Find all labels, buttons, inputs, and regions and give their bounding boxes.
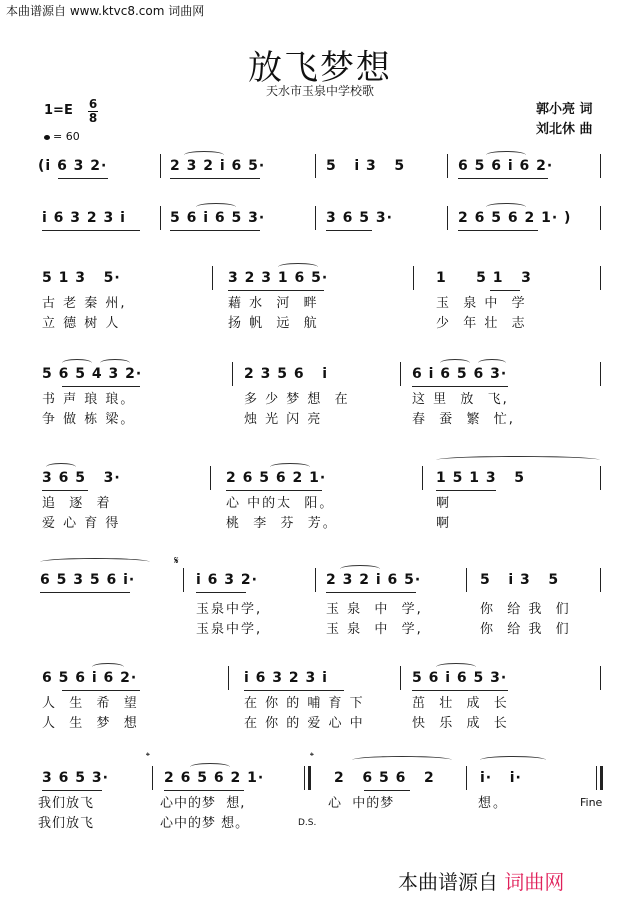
underline <box>164 790 244 791</box>
song-title: 放飞梦想 <box>248 48 392 88</box>
lyric: 心 中的太 阳。 <box>226 496 335 511</box>
lyric: 心 中的梦 <box>328 796 395 811</box>
barline <box>228 666 229 690</box>
barline <box>600 362 601 386</box>
measure: 3 6 5 3· <box>326 210 393 226</box>
barline <box>400 666 401 690</box>
underline <box>42 230 140 231</box>
coda-icon: 𝄌 <box>146 750 150 763</box>
underline <box>40 592 130 593</box>
segno-icon: 𝄋 <box>174 554 179 567</box>
lyricist-credit: 郭小亮 词 <box>536 102 593 117</box>
measure: i· i· <box>480 770 522 786</box>
slur <box>184 151 224 159</box>
lyric: 书 声 琅 琅。 <box>42 392 136 407</box>
underline <box>42 790 102 791</box>
barline <box>422 466 423 490</box>
lyric: 春 蚕 繁 忙, <box>412 412 515 427</box>
underline <box>364 790 410 791</box>
barline <box>232 362 233 386</box>
barline <box>210 466 211 490</box>
slur <box>436 456 600 464</box>
composer-credit: 刘北休 曲 <box>536 122 593 137</box>
barline <box>447 206 448 230</box>
measure: 2 3 5 6 i <box>244 366 329 382</box>
underline <box>62 690 140 691</box>
lyric: 你 给 我 们 <box>480 602 571 617</box>
watermark-bottom-text: 本曲谱源自 <box>398 870 498 894</box>
underline <box>458 230 538 231</box>
lyric: 玉 泉 中 学, <box>326 602 423 617</box>
slur <box>196 203 236 211</box>
time-bottom: 8 <box>88 111 98 125</box>
barline <box>315 206 316 230</box>
barline <box>600 568 601 592</box>
lyric: 想。 <box>478 796 509 811</box>
underline <box>228 290 324 291</box>
double-barline <box>304 766 311 790</box>
measure: 3 2 3 1 6 5· <box>228 270 329 286</box>
lyric: 追 逐 着 <box>42 496 112 511</box>
measure: 2 3 2 i 6 5· <box>170 158 266 174</box>
tempo-marking <box>44 130 80 143</box>
slur <box>46 463 76 471</box>
measure: i 6 3 2· <box>196 572 258 588</box>
lyric: 在 你 的 哺 育 下 <box>244 696 365 711</box>
key-signature: 1=E <box>44 103 73 118</box>
measure: 2 6 5 6 2 1· ) <box>458 210 572 226</box>
underline <box>196 592 246 593</box>
underline <box>458 178 548 179</box>
slur <box>278 263 318 271</box>
underline <box>326 230 372 231</box>
measure: 2 6 5 6 2 1· <box>164 770 265 786</box>
lyric: 心中的梦 想。 <box>160 816 250 831</box>
lyric: 心中的梦 想, <box>160 796 246 811</box>
tempo-value: = 60 <box>53 130 80 143</box>
slur <box>480 756 546 764</box>
slur <box>436 663 476 671</box>
watermark-bottom <box>398 866 564 895</box>
lyric: 藉 水 河 畔 <box>228 296 319 311</box>
measure: 5 6 i 6 5 3· <box>170 210 266 226</box>
measure: 6 i 6 5 6 3· <box>412 366 508 382</box>
measure: 1 5 1 3 5 <box>436 470 525 486</box>
slur <box>270 463 310 471</box>
lyric: 茁 壮 成 长 <box>412 696 509 711</box>
measure: 6 5 6 i 6 2· <box>42 670 138 686</box>
barline <box>447 154 448 178</box>
lyric: 争 做 栋 梁。 <box>42 412 136 427</box>
measure: 2 6 5 6 2 1· <box>226 470 327 486</box>
measure: (i 6 3 2· <box>38 158 108 174</box>
barline <box>466 766 467 790</box>
measure: 6 5 6 i 6 2· <box>458 158 554 174</box>
fine-marking: Fine <box>580 796 603 809</box>
lyric: 在 你 的 爱 心 中 <box>244 716 365 731</box>
underline <box>436 490 496 491</box>
lyric: 快 乐 成 长 <box>412 716 509 731</box>
barline <box>152 766 153 790</box>
measure: 5 6 i 6 5 3· <box>412 670 508 686</box>
measure: 1 5 1 3 <box>436 270 532 286</box>
barline <box>600 666 601 690</box>
slur <box>486 151 526 159</box>
lyric: 扬 帆 远 航 <box>228 316 319 331</box>
coda-icon: 𝄌 <box>310 750 314 763</box>
time-signature <box>88 98 98 125</box>
measure: 5 i 3 5 <box>326 158 406 174</box>
underline <box>42 490 88 491</box>
barline <box>212 266 213 290</box>
barline <box>400 362 401 386</box>
barline <box>600 466 601 490</box>
slur <box>40 558 150 566</box>
underline <box>490 290 520 291</box>
underline <box>326 592 416 593</box>
slur <box>486 203 526 211</box>
slur <box>100 359 130 367</box>
lyric: 玉泉中学, <box>196 622 263 637</box>
slur <box>352 756 452 764</box>
lyric: 你 给 我 们 <box>480 622 571 637</box>
barline <box>600 206 601 230</box>
slur <box>190 763 230 771</box>
lyric: 古 老 秦 州, <box>42 296 127 311</box>
barline <box>600 266 601 290</box>
lyric: 人 生 梦 想 <box>42 716 139 731</box>
underline <box>412 386 508 387</box>
barline <box>315 154 316 178</box>
barline <box>160 154 161 178</box>
measure: i 6 3 2 3 i <box>244 670 328 686</box>
measure: 5 6 5 4 3 2· <box>42 366 143 382</box>
watermark-top: 本曲谱源自 www.ktvc8.com 词曲网 <box>6 4 205 18</box>
barline <box>466 568 467 592</box>
underline <box>244 690 344 691</box>
lyric: 人 生 希 望 <box>42 696 139 711</box>
lyric: 玉 泉 中 学, <box>326 622 423 637</box>
underline <box>226 490 322 491</box>
measure: 5 1 3 5· <box>42 270 121 286</box>
lyric: 这 里 放 飞, <box>412 392 509 407</box>
underline <box>170 178 260 179</box>
barline <box>600 154 601 178</box>
barline <box>160 206 161 230</box>
measure: 3 6 5 3· <box>42 470 121 486</box>
lyric: 多 少 梦 想 在 <box>244 392 350 407</box>
slur <box>92 663 124 671</box>
measure: 5 i 3 5 <box>480 572 560 588</box>
lyric: 啊 <box>436 516 452 531</box>
measure: 3 6 5 3· <box>42 770 109 786</box>
lyric: 玉泉中学, <box>196 602 263 617</box>
barline <box>183 568 184 592</box>
lyric: 立 德 树 人 <box>42 316 121 331</box>
measure: 2 6 5 6 2 <box>334 770 435 786</box>
lyric: 烛 光 闪 亮 <box>244 412 323 427</box>
lyric: 玉 泉 中 学 <box>436 296 527 311</box>
lyric: 少 年 壮 志 <box>436 316 527 331</box>
underline <box>58 178 108 179</box>
measure: 6 5 3 5 6 i· <box>40 572 136 588</box>
slur <box>340 565 380 573</box>
lyric: 啊 <box>436 496 452 511</box>
lyric: 爱 心 育 得 <box>42 516 121 531</box>
underline <box>62 386 140 387</box>
lyric: 桃 李 芬 芳。 <box>226 516 338 531</box>
barline <box>413 266 414 290</box>
lyric: 我们放飞 <box>38 816 95 831</box>
song-subtitle: 天水市玉泉中学校歌 <box>265 84 374 98</box>
time-top: 6 <box>88 97 98 111</box>
measure: i 6 3 2 3 i <box>42 210 126 226</box>
underline <box>170 230 260 231</box>
lyric: 我们放飞 <box>38 796 95 811</box>
slur <box>478 359 506 367</box>
underline <box>412 690 508 691</box>
final-barline <box>596 766 603 790</box>
slur <box>62 359 92 367</box>
slur <box>440 359 470 367</box>
measure: 2 3 2 i 6 5· <box>326 572 422 588</box>
ds-marking: D.S. <box>298 818 317 828</box>
barline <box>315 568 316 592</box>
watermark-bottom-site: 词曲网 <box>504 870 565 894</box>
quarter-note-icon <box>44 135 50 140</box>
